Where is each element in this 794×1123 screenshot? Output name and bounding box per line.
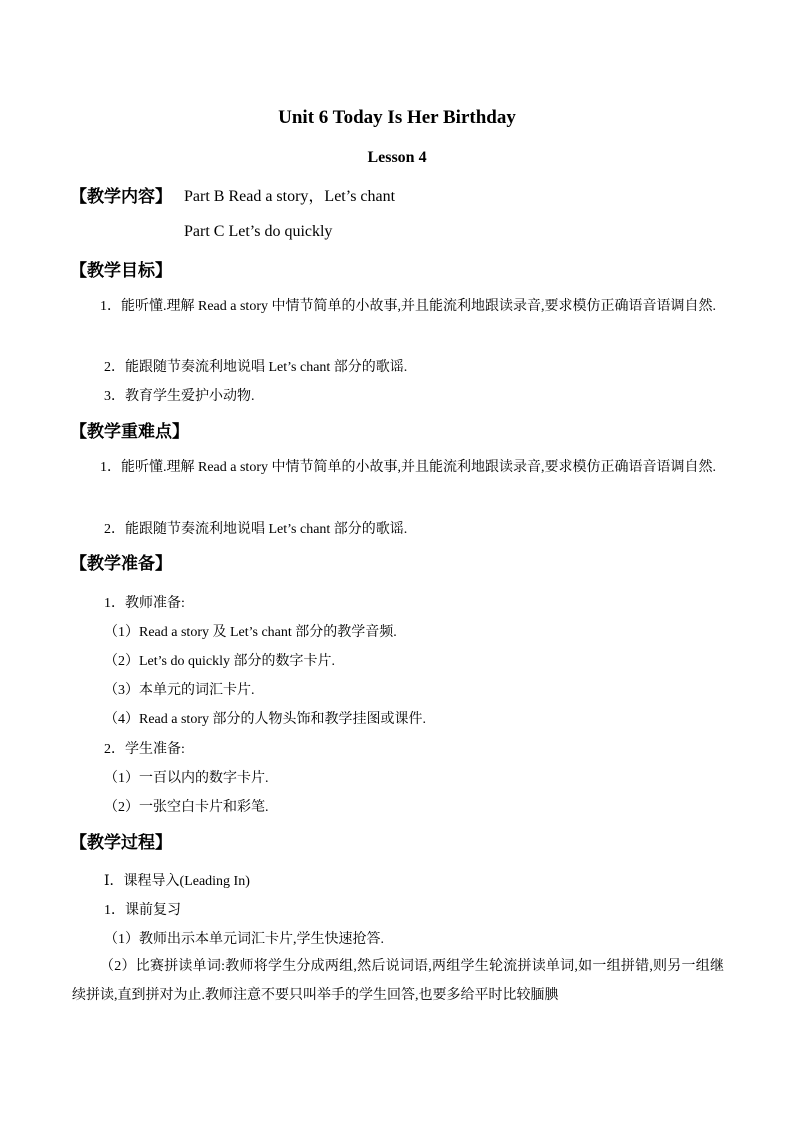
process-step: Ⅰ．课程导入(Leading In)	[104, 874, 250, 889]
preparation-heading: 【教学准备】	[70, 554, 172, 573]
teacher-prep-item: （4）Read a story 部分的人物头饰和教学挂图或课件.	[104, 712, 426, 727]
process-item: （2）比赛拼读单词:教师将学生分成两组,然后说词语,两组学生轮流拼读单词,如一组拼错,则另一组继续拼读,直到拼对为止.教师注意不要只叫举手的学生回答,也要多给平时比较腼腆	[72, 959, 724, 1003]
content-line-2: Part C Let’s do quickly	[184, 223, 333, 240]
teacher-prep-item: （3）本单元的词汇卡片.	[104, 683, 255, 698]
content-line-1: Part B Read a story，Let’s chant	[184, 188, 396, 205]
objectives-heading: 【教学目标】	[70, 261, 172, 280]
student-prep-item: （1）一百以内的数字卡片.	[104, 771, 269, 786]
content-heading: 【教学内容】	[70, 187, 172, 206]
keypoints-heading: 【教学重难点】	[70, 422, 189, 441]
student-prep-label: 2．学生准备:	[104, 742, 185, 757]
teacher-prep-item: （1）Read a story 及 Let’s chant 部分的教学音频.	[104, 625, 397, 640]
keypoint-item: 1．能听懂.理解 Read a story 中情节简单的小故事,并且能流利地跟读录音,要求模仿正确语音语调自然.	[100, 460, 716, 475]
process-item: （1）教师出示本单元词汇卡片,学生快速抢答.	[104, 932, 384, 947]
document-title: Unit 6 Today Is Her Birthday	[278, 107, 516, 128]
lesson-title: Lesson 4	[367, 149, 427, 166]
keypoint-item: 2．能跟随节奏流利地说唱 Let’s chant 部分的歌谣.	[104, 522, 408, 537]
objective-item: 1．能听懂.理解 Read a story 中情节简单的小故事,并且能流利地跟读录音,要求模仿正确语音语调自然.	[100, 299, 716, 314]
process-substep: 1．课前复习	[104, 903, 181, 918]
teacher-prep-label: 1．教师准备:	[104, 596, 185, 611]
teacher-prep-item: （2）Let’s do quickly 部分的数字卡片.	[104, 654, 335, 669]
objective-item: 2．能跟随节奏流利地说唱 Let’s chant 部分的歌谣.	[104, 360, 408, 375]
process-heading: 【教学过程】	[70, 833, 172, 852]
student-prep-item: （2）一张空白卡片和彩笔.	[104, 800, 269, 815]
objective-item: 3．教育学生爱护小动物.	[104, 389, 255, 404]
